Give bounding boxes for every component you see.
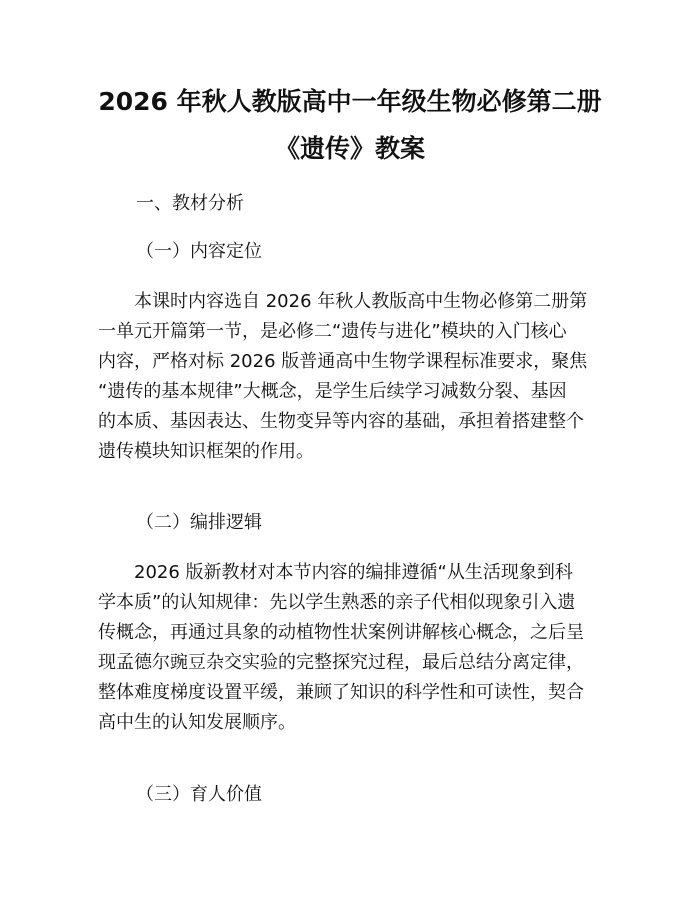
paragraph-content-positioning: [98, 287, 608, 467]
section-heading-teaching-material-analysis: 一、教材分析: [136, 193, 244, 214]
paragraph-arrangement-logic: [98, 558, 608, 738]
document-title-line-1: 2026 年秋人教版高中一年级生物必修第二册: [98, 87, 602, 116]
subsection-heading-educational-value: （三）育人价值: [136, 784, 262, 805]
paragraph-line: 内容，严格对标 2026 版普通高中生物学课程标准要求，聚焦: [98, 351, 588, 372]
paragraph-line: “遗传的基本规律”大概念，是学生后续学习减数分裂、基因: [98, 381, 567, 402]
paragraph-line: 现孟德尔豌豆杂交实验的完整探究过程，最后总结分离定律，: [98, 652, 584, 673]
paragraph-line: 学本质”的认知规律：先以学生熟悉的亲子代相似现象引入遗: [98, 592, 576, 613]
paragraph-line: 本课时内容选自 2026 年秋人教版高中生物必修第二册第: [134, 291, 588, 312]
subsection-heading-arrangement-logic: （二）编排逻辑: [136, 512, 262, 533]
paragraph-line: 2026 版新教材对本节内容的编排遵循“从生活现象到科: [134, 562, 573, 583]
subsection-heading-content-positioning: （一）内容定位: [136, 241, 262, 262]
paragraph-line: 遗传模块知识框架的作用。: [98, 441, 314, 462]
paragraph-line: 一单元开篇第一节，是必修二“遗传与进化”模块的入门核心: [98, 321, 567, 342]
paragraph-line: 传概念，再通过具象的动植物性状案例讲解核心概念，之后呈: [98, 622, 584, 643]
document-title-line-2: 《遗传》教案: [274, 134, 425, 163]
paragraph-line: 的本质、基因表达、生物变异等内容的基础，承担着搭建整个: [98, 411, 584, 432]
paragraph-line: 高中生的认知发展顺序。: [98, 712, 296, 733]
paragraph-line: 整体难度梯度设置平缓，兼顾了知识的科学性和可读性，契合: [98, 682, 584, 703]
